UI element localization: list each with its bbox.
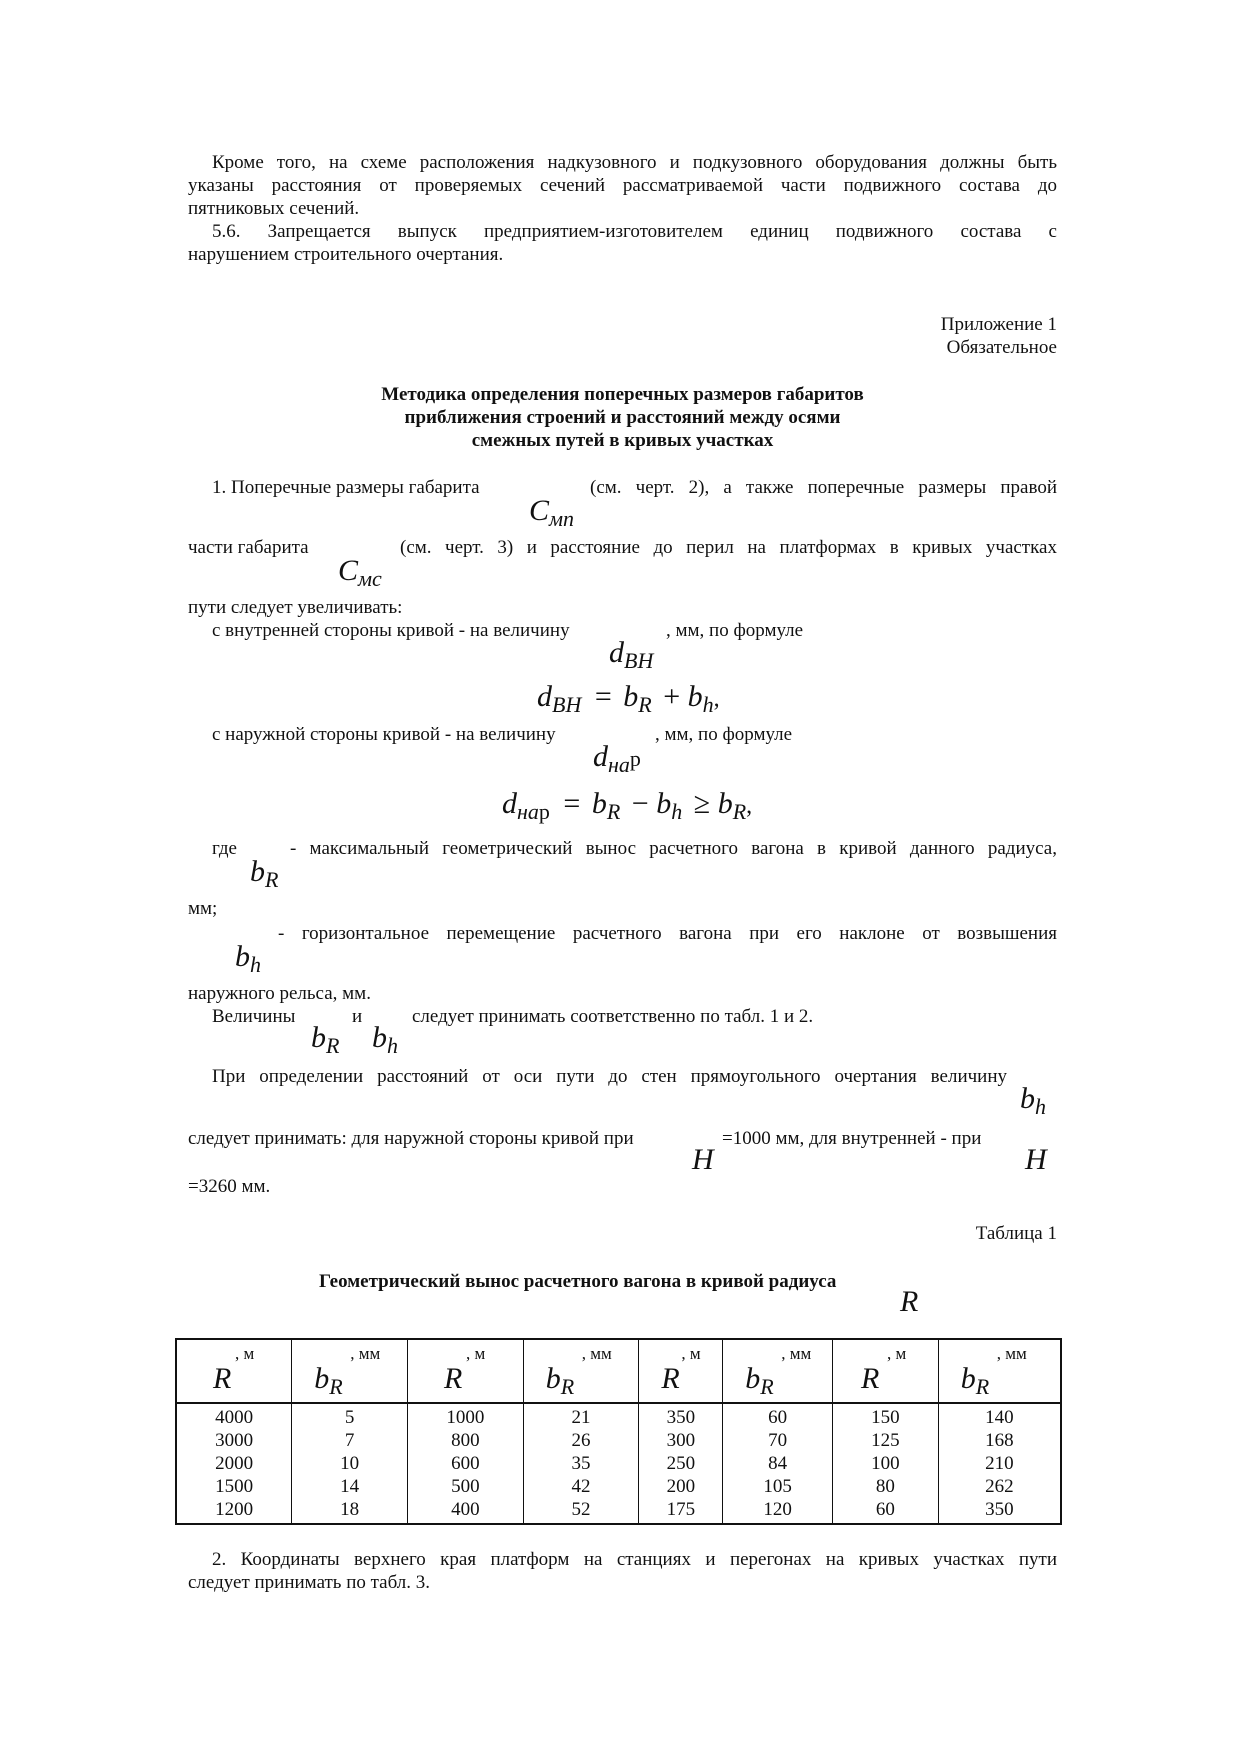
table-cell: 7: [292, 1429, 408, 1452]
table-cell: 52: [523, 1498, 639, 1524]
s1-text-a: 1. Поперечные размеры габарита: [212, 477, 480, 498]
table-cell: 210: [938, 1452, 1061, 1475]
closing-line-1: 2. Координаты верхнего края платформ на станциях и перегонах на кривых участках пути: [212, 1549, 1057, 1570]
heading-line-1: Методика определения поперечных размеров габаритов: [381, 384, 864, 405]
header-symbol: R: [443, 1362, 463, 1395]
table-cell: 60: [832, 1498, 938, 1524]
rect-text-a: При определении расстояний от оси пути до стен прямоугольного очертания величину: [212, 1066, 1007, 1087]
table-cell: 21: [523, 1403, 639, 1429]
s1-text-b: (см. черт. 2), а также поперечные размеры правой: [590, 477, 1057, 498]
header-unit: , мм: [781, 1344, 812, 1363]
table-cell: 500: [407, 1475, 523, 1498]
inner-text-a: с внутренней стороны кривой - на величину: [212, 620, 570, 641]
table-cell: 5: [292, 1403, 408, 1429]
table-header-row: [176, 1339, 1061, 1403]
s1-text-d: (см. черт. 3) и расстояние до перил на платформах в кривых участках: [400, 537, 1057, 558]
header-symbol: R: [661, 1362, 680, 1395]
table-cell: 250: [639, 1452, 723, 1475]
heading-line-3: смежных путей в кривых участках: [471, 430, 774, 451]
table-cell: 26: [523, 1429, 639, 1452]
table-cell: 168: [938, 1429, 1061, 1452]
intro-line-1: Кроме того, на схеме расположения надкузовного и подкузовного оборудования должны быть: [212, 152, 1057, 173]
table-cell: 60: [723, 1403, 833, 1429]
header-unit: , м: [681, 1344, 701, 1363]
symbol-d-nar: $d_{на}р$: [593, 740, 641, 777]
table1-label: Таблица 1: [975, 1223, 1057, 1244]
table-cell: 14: [292, 1475, 408, 1498]
where-text-b: - максимальный геометрический вынос расчетного вагона в кривой данного радиуса,: [290, 838, 1057, 859]
table-cell: 150: [832, 1403, 938, 1429]
symbol-b-r: $b_R$: [250, 855, 279, 892]
symbol-b-h-2: $b_h$: [372, 1021, 398, 1058]
table-cell: 175: [639, 1498, 723, 1524]
symbol-h-2: H: [1025, 1143, 1047, 1176]
table-cell: 400: [407, 1498, 523, 1524]
intro-line-3: пятниковых сечений.: [188, 198, 360, 219]
header-symbol: $b_R$: [545, 1362, 575, 1399]
table-cell: 84: [723, 1452, 833, 1475]
header-unit: , мм: [350, 1344, 381, 1363]
table-cell: 2000: [176, 1452, 292, 1475]
table-cell: 120: [723, 1498, 833, 1524]
table-row: [176, 1452, 1061, 1475]
intro-line-2: указаны расстояния от проверяемых сечений рассматриваемой части подвижного состава до: [188, 175, 1057, 196]
table-cell: 1000: [407, 1403, 523, 1429]
symbol-c-mp: $C_{мп}$: [529, 494, 575, 531]
values-text-a: Величины: [212, 1006, 296, 1027]
where-text-c: мм;: [188, 898, 218, 919]
bh-text-a: - горизонтальное перемещение расчетного вагона при его наклоне от возвышения: [278, 923, 1057, 944]
table-cell: 800: [407, 1429, 523, 1452]
table-cell: 42: [523, 1475, 639, 1498]
table-geometric-offset: [175, 1338, 1062, 1525]
symbol-b-r-2: $b_R$: [311, 1021, 340, 1058]
symbol-b-h: $b_h$: [235, 940, 261, 977]
outer-text-a: с наружной стороны кривой - на величину: [212, 724, 556, 745]
table-header-cell: [292, 1339, 408, 1403]
table-cell: 140: [938, 1403, 1061, 1429]
table-cell: 100: [832, 1452, 938, 1475]
header-unit: , м: [886, 1344, 907, 1363]
header-symbol: $b_R$: [314, 1362, 343, 1399]
table-cell: 350: [639, 1403, 723, 1429]
outer-text-b: , мм, по формуле: [655, 724, 793, 745]
table-row: [176, 1475, 1061, 1498]
values-text-b: следует принимать соответственно по табл. 1 и 2.: [412, 1006, 814, 1027]
header-unit: , мм: [996, 1344, 1027, 1363]
table-cell: 1500: [176, 1475, 292, 1498]
header-unit: , мм: [581, 1344, 612, 1363]
table-row: [176, 1403, 1061, 1429]
table-header-cell: [407, 1339, 523, 1403]
clause-5-6-line-1: 5.6. Запрещается выпуск предприятием-изготовителем единиц подвижного состава с: [212, 221, 1057, 242]
table-cell: 3000: [176, 1429, 292, 1452]
rect-text-b: следует принимать: для наружной стороны кривой при: [188, 1128, 634, 1149]
table-header-cell: [938, 1339, 1061, 1403]
heading-line-2: приближения строений и расстояний между осями: [404, 407, 841, 428]
table-header-cell: [832, 1339, 938, 1403]
table-cell: 80: [832, 1475, 938, 1498]
header-unit: , м: [465, 1344, 486, 1363]
table-header-cell: [176, 1339, 292, 1403]
table-cell: 70: [723, 1429, 833, 1452]
table-header-cell: [723, 1339, 833, 1403]
table1-title: Геометрический вынос расчетного вагона в кривой радиуса: [319, 1271, 837, 1292]
clause-5-6-line-2: нарушением строительного очертания.: [188, 244, 504, 265]
s1-text-c: части габарита: [188, 537, 309, 558]
table-row: [176, 1429, 1061, 1452]
table-cell: 300: [639, 1429, 723, 1452]
header-symbol: R: [213, 1362, 232, 1395]
header-symbol: $b_R$: [745, 1362, 774, 1399]
header-symbol: $b_R$: [960, 1362, 990, 1399]
table-cell: 18: [292, 1498, 408, 1524]
where-text-a: где: [212, 838, 237, 859]
closing-line-2: следует принимать по табл. 3.: [188, 1572, 431, 1593]
table-cell: 10: [292, 1452, 408, 1475]
inner-text-b: , мм, по формуле: [666, 620, 804, 641]
table-cell: 105: [723, 1475, 833, 1498]
table-cell: 350: [938, 1498, 1061, 1524]
table-cell: 125: [832, 1429, 938, 1452]
symbol-b-h-3: $b_h$: [1020, 1082, 1046, 1119]
table-body: [176, 1403, 1061, 1524]
table-cell: 262: [938, 1475, 1061, 1498]
formula-d-outer: $d_{нар} = b_R - b_h \ge b_R$,: [502, 787, 753, 824]
table-cell: 4000: [176, 1403, 292, 1429]
appendix-status: Обязательное: [946, 337, 1057, 358]
table-row: [176, 1498, 1061, 1524]
symbol-d-vn: $d_{ВН}$: [609, 636, 654, 673]
symbol-c-ms: $C_{мс}$: [338, 554, 382, 591]
rect-text-c: =1000 мм, для внутренней - при: [722, 1128, 982, 1149]
formula-d-inner: $d_{ВН} = b_R + b_h$,: [537, 680, 720, 717]
table-cell: 600: [407, 1452, 523, 1475]
header-unit: , м: [235, 1344, 255, 1363]
table-cell: 1200: [176, 1498, 292, 1524]
table1-title-symbol: R: [900, 1285, 919, 1318]
s1-text-e: пути следует увеличивать:: [188, 597, 403, 618]
appendix-label: Приложение 1: [940, 314, 1057, 335]
table-header-cell: [639, 1339, 723, 1403]
bh-text-b: наружного рельса, мм.: [188, 983, 371, 1004]
header-symbol: R: [860, 1362, 880, 1395]
table-header-cell: [523, 1339, 639, 1403]
values-text-and: и: [352, 1006, 363, 1027]
table-cell: 35: [523, 1452, 639, 1475]
symbol-h-1: H: [692, 1143, 714, 1176]
rect-text-d: =3260 мм.: [188, 1176, 271, 1197]
table-cell: 200: [639, 1475, 723, 1498]
